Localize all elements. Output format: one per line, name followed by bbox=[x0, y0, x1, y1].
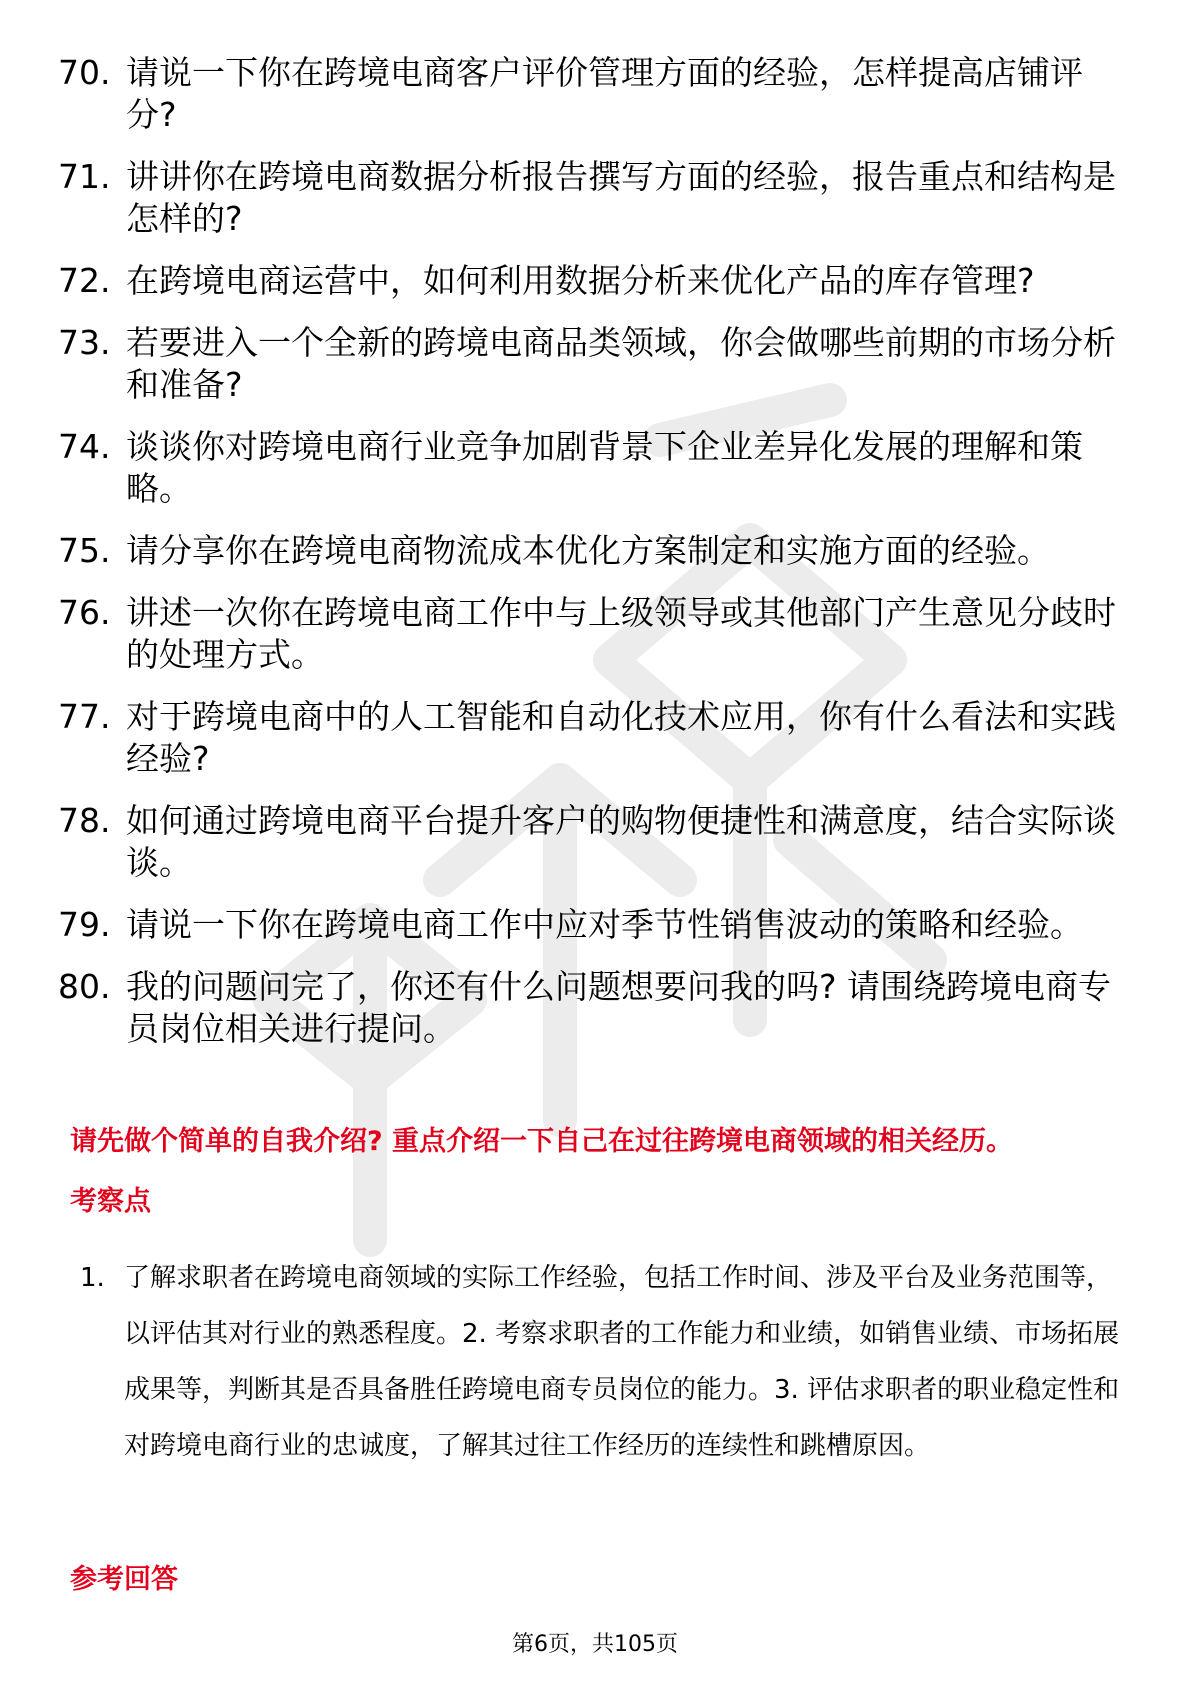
answer-heading: 参考回答 bbox=[70, 1564, 178, 1595]
question-item bbox=[58, 322, 1118, 406]
question-text: 请说一下你在跨境电商工作中应对季节性销售波动的策略和经验。 bbox=[126, 905, 1083, 944]
question-text: 谈谈你对跨境电商行业竞争加剧背景下企业差异化发展的理解和策略。 bbox=[126, 427, 1083, 508]
question-number: 70. bbox=[58, 53, 111, 92]
question-item bbox=[58, 592, 1118, 676]
question-text: 讲讲你在跨境电商数据分析报告撰写方面的经验，报告重点和结构是怎样的? bbox=[126, 157, 1116, 238]
question-number: 79. bbox=[58, 905, 111, 944]
question-item bbox=[58, 966, 1118, 1050]
question-item bbox=[58, 52, 1118, 136]
question-text: 如何通过跨境电商平台提升客户的购物便捷性和满意度，结合实际谈谈。 bbox=[126, 801, 1116, 882]
question-text: 讲述一次你在跨境电商工作中与上级领导或其他部门产生意见分歧时的处理方式。 bbox=[126, 593, 1116, 674]
question-item bbox=[58, 156, 1118, 240]
points-text: 了解求职者在跨境电商领域的实际工作经验，包括工作时间、涉及平台及业务范围等，以评估其对行业的熟悉程度。2. 考察求职者的工作能力和业绩，如销售业绩、市场拓展成果等，判断其是否具备胜任跨境电商专员岗位的能力。3. 评估求职者的职业稳定性和对跨境电商行业的忠诚度，了解其过往工作经历的连续性和跳槽原因。 bbox=[124, 1263, 1120, 1461]
question-number: 78. bbox=[58, 801, 111, 840]
question-text: 请说一下你在跨境电商客户评价管理方面的经验，怎样提高店铺评分? bbox=[126, 53, 1083, 134]
question-item bbox=[58, 904, 1118, 946]
question-number: 75. bbox=[58, 531, 111, 570]
question-list bbox=[58, 52, 1118, 1070]
focus-question: 请先做个简单的自我介绍? 重点介绍一下自己在过往跨境电商领域的相关经历。 bbox=[70, 1126, 1014, 1157]
points-number: 1. bbox=[80, 1263, 105, 1293]
question-number: 80. bbox=[58, 967, 111, 1006]
question-text: 对于跨境电商中的人工智能和自动化技术应用，你有什么看法和实践经验? bbox=[126, 697, 1116, 778]
question-number: 74. bbox=[58, 427, 111, 466]
question-text: 在跨境电商运营中，如何利用数据分析来优化产品的库存管理? bbox=[126, 261, 1035, 300]
points-heading: 考察点 bbox=[70, 1186, 151, 1217]
question-item bbox=[58, 696, 1118, 780]
question-number: 72. bbox=[58, 261, 111, 300]
question-text: 请分享你在跨境电商物流成本优化方案制定和实施方面的经验。 bbox=[126, 531, 1050, 570]
question-number: 77. bbox=[58, 697, 111, 736]
question-text: 我的问题问完了，你还有什么问题想要问我的吗? 请围绕跨境电商专员岗位相关进行提问。 bbox=[126, 967, 1112, 1048]
question-number: 71. bbox=[58, 157, 111, 196]
question-number: 76. bbox=[58, 593, 111, 632]
page-footer: 第6页，共105页 bbox=[512, 1632, 678, 1657]
question-item bbox=[58, 426, 1118, 510]
points-list bbox=[80, 1250, 1120, 1474]
question-item bbox=[58, 800, 1118, 884]
question-number: 73. bbox=[58, 323, 111, 362]
question-text: 若要进入一个全新的跨境电商品类领域，你会做哪些前期的市场分析和准备? bbox=[126, 323, 1116, 404]
question-item bbox=[58, 530, 1118, 572]
question-item bbox=[58, 260, 1118, 302]
